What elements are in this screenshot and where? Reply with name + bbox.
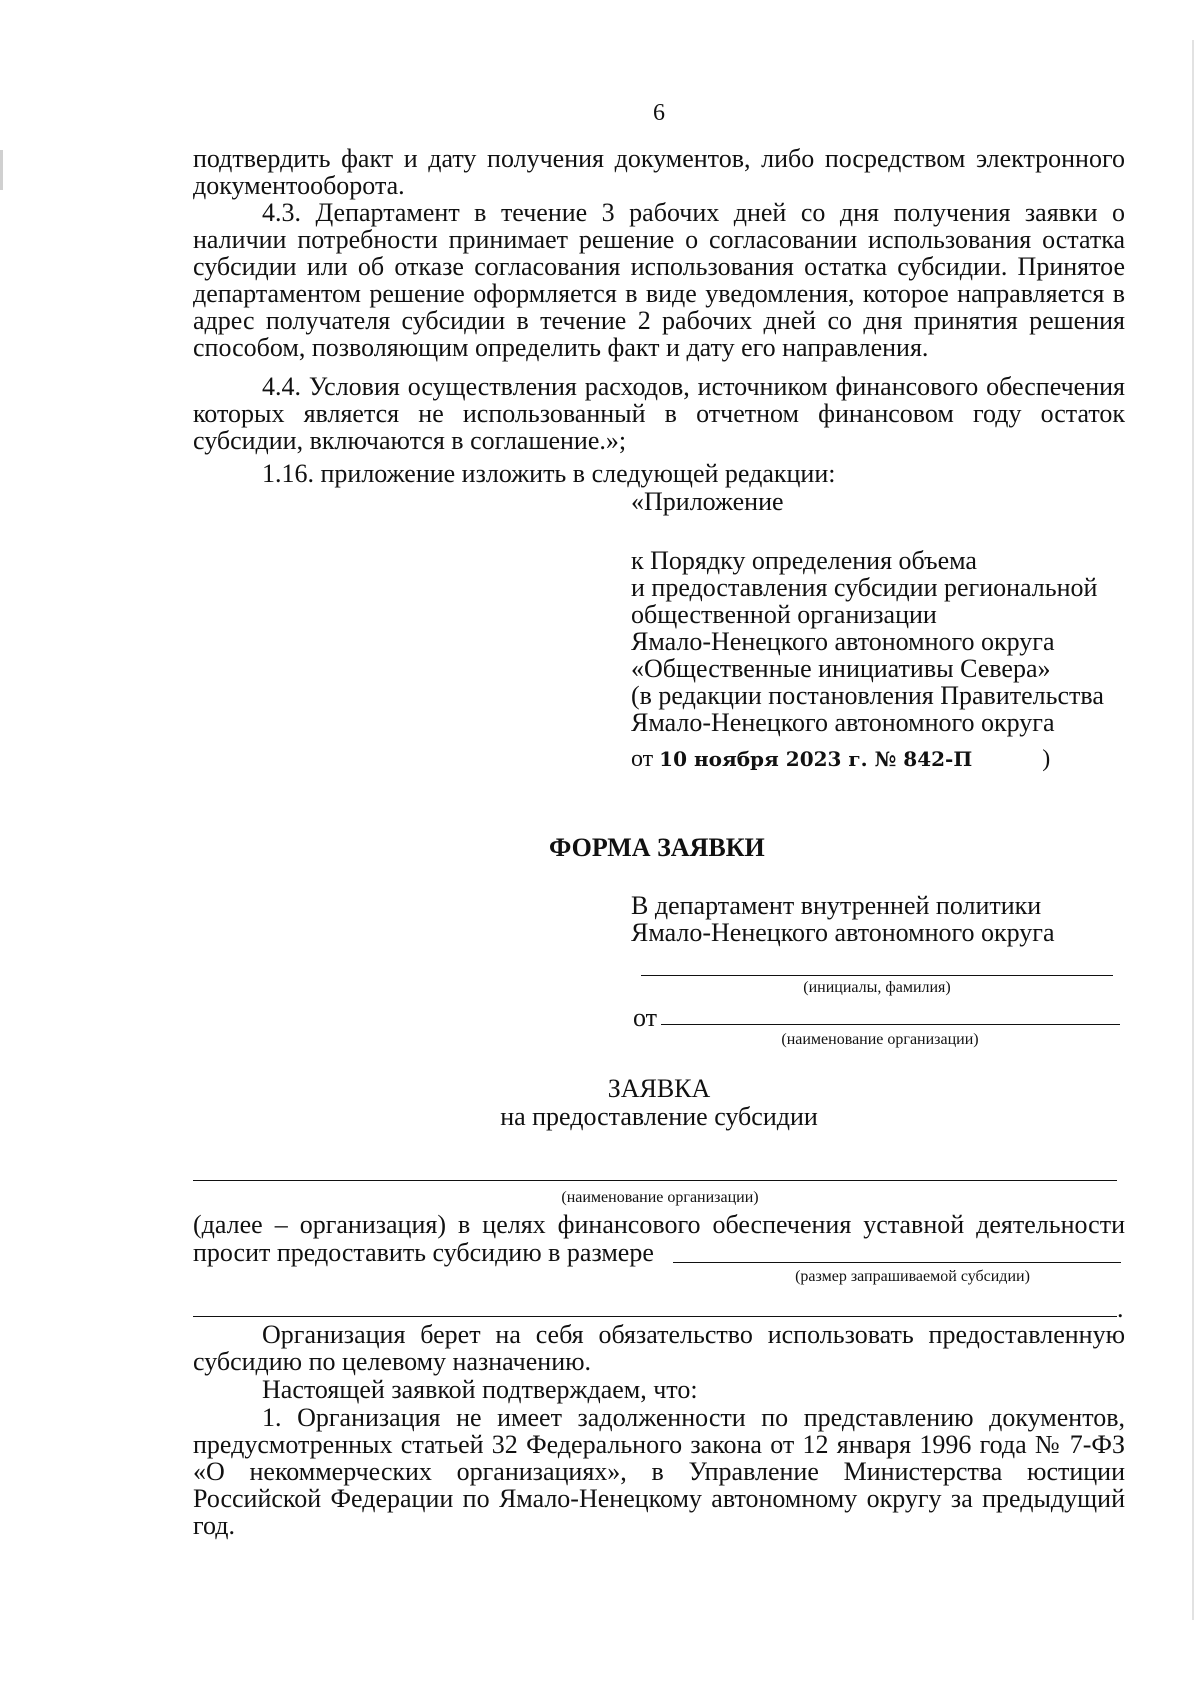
appendix-title: «Приложение: [631, 487, 784, 516]
appendix-caption-line: общественной организации: [631, 600, 937, 629]
application-text-1: (далее – организация) в целях финансового обеспечения уставной деятельности: [193, 1210, 1125, 1239]
date-stamp: 10 ноября 2023 г. № 842-П: [659, 747, 973, 771]
appendix-date-line: [631, 746, 1050, 773]
page-number: 6: [653, 100, 665, 126]
application-text-2: просит предоставить субсидию в размере: [193, 1238, 654, 1267]
end-dot: .: [1117, 1294, 1124, 1323]
paragraph-4-4: 4.4. Условия осуществления расходов, источником финансового обеспечения которых является не использованный в отчетном финансовом году остаток субсидии, включаются в соглашение.»;: [193, 372, 1125, 455]
scan-edge-mark: [0, 150, 3, 190]
paragraph-1-16: 1.16. приложение изложить в следующей редакции:: [262, 459, 836, 488]
subsidy-amount-field-line: [673, 1262, 1121, 1263]
appendix-caption: [631, 547, 1131, 736]
confirmation-item-1: 1. Организация не имеет задолженности по представлению документов, предусмотренных статьей 32 Федерального закона от 12 января 1996 года № 7-ФЗ «О некоммерческих организациях», в Управление Министерства юстиции Российской Федерации по Ямало-Ненецкому автономному округу за предыдущий год.: [193, 1403, 1125, 1540]
appendix-caption-line: Ямало-Ненецкого автономного округа: [631, 627, 1055, 656]
obligation-paragraph: Организация берет на себя обязательство использовать предоставленную субсидию по целевому назначению.: [193, 1320, 1125, 1376]
form-title: ФОРМА ЗАЯВКИ: [549, 833, 765, 862]
application-title: ЗАЯВКА: [607, 1074, 711, 1103]
hint-initials: (инициалы, фамилия): [803, 979, 951, 996]
hint-subsidy-amount: (размер запрашиваемой субсидии): [795, 1268, 1030, 1285]
appendix-caption-line: «Общественные инициативы Севера»: [631, 654, 1051, 683]
confirmation-paragraph: Настоящей заявкой подтверждаем, что:: [262, 1375, 698, 1404]
from-organization-field-line: [661, 1024, 1120, 1025]
from-label: от: [633, 1003, 658, 1032]
addressee-name-field-line: [641, 975, 1113, 976]
appendix-caption-line: (в редакции постановления Правительства: [631, 681, 1104, 710]
addressee-line-2: Ямало-Ненецкого автономного округа: [631, 918, 1055, 947]
date-prefix: от: [631, 746, 660, 772]
application-subtitle: на предоставление субсидии: [500, 1102, 818, 1131]
organization-name-field-line: [193, 1180, 1117, 1181]
hint-organization: (наименование организации): [781, 1031, 979, 1048]
appendix-caption-line: к Порядку определения объема: [631, 546, 977, 575]
subsidy-amount-words-line: [193, 1316, 1117, 1317]
addressee-line-1: В департамент внутренней политики: [631, 891, 1042, 920]
appendix-caption-line: и предоставления субсидии региональной: [631, 573, 1098, 602]
date-suffix: ): [1042, 746, 1051, 772]
appendix-caption-line: Ямало-Ненецкого автономного округа: [631, 708, 1055, 737]
paragraph-continuation: подтвердить факт и дату получения документов, либо посредством электронного документооборота.: [193, 144, 1125, 200]
paragraph-4-3: 4.3. Департамент в течение 3 рабочих дней со дня получения заявки о наличии потребности принимает решение о согласовании использования остатка субсидии или об отказе согласования использования остатка субсидии. Принятое департаментом решение оформляется в виде уведомления, которое направляется в адрес получателя субсидии в течение 2 рабочих дней со дня принятия решения способом, позволяющим определить факт и дату его направления.: [193, 198, 1125, 362]
scan-edge-mark: [1192, 40, 1194, 1620]
hint-organization-name: (наименование организации): [561, 1189, 759, 1206]
